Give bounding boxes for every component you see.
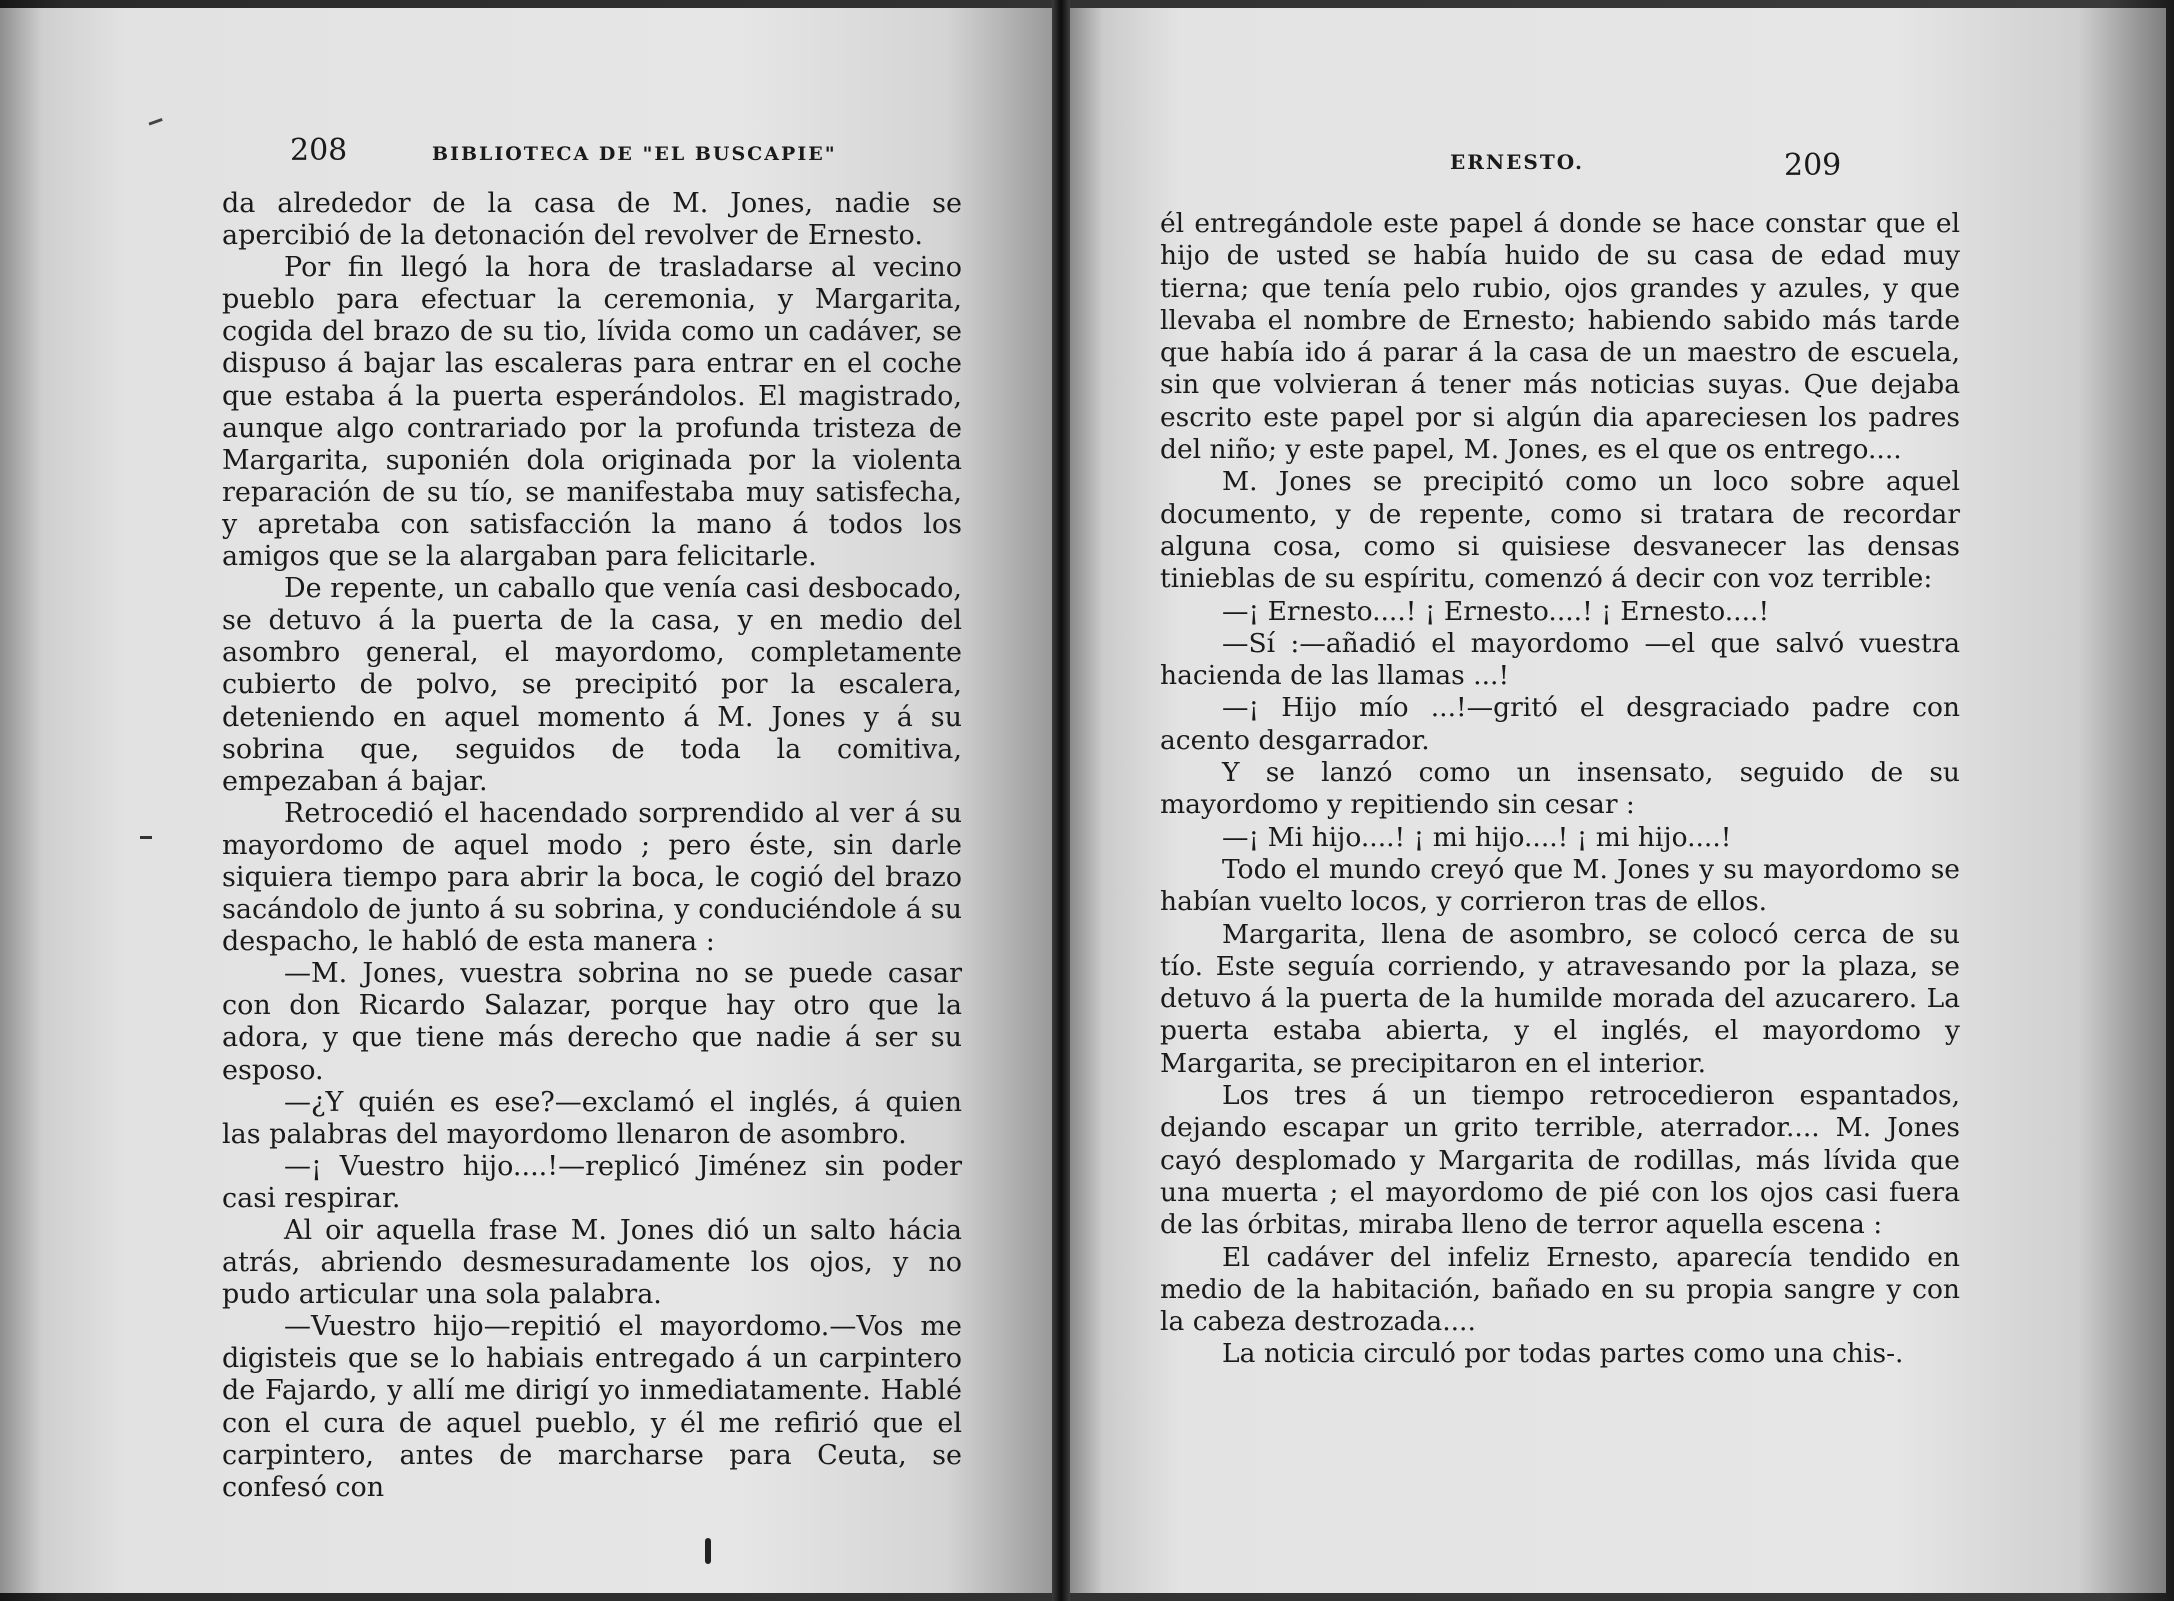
right-page (1070, 8, 2166, 1593)
paragraph: —¡ Hijo mío ...!—gritó el desgraciado padre con acento desgarrador. (1160, 692, 1960, 756)
paragraph: De repente, un caballo que venía casi desbocado, se detuvo á la puerta de la casa, y en medio del asombro general, el mayordomo, completamente cubierto de polvo, se precipitó por la escalera, deteniendo en aquel momento á M. Jones y á su sobrina que, seguidos de toda la comitiva, empezaban á bajar. (222, 573, 962, 797)
page-number-left: 208 (290, 133, 348, 168)
paragraph: —M. Jones, vuestra sobrina no se puede casar con don Ricardo Salazar, porque hay otro que la adora, y que tiene más derecho que nadie á ser su esposo. (222, 958, 962, 1086)
paragraph: —¡ Ernesto....! ¡ Ernesto....! ¡ Ernesto....! (1222, 595, 1770, 627)
paragraph: —¡ Mi hijo....! ¡ mi hijo....! ¡ mi hijo....! (1222, 821, 1732, 853)
running-head-right: ERNESTO. (1450, 150, 1584, 174)
right-page-body (1160, 208, 1960, 1371)
paragraph: él entregándole este papel á donde se hace constar que el hijo de usted se había huido de su casa de edad muy tierna; que tenía pelo rubio, ojos grandes y azules, y que llevaba el nombre de Ernesto; habiendo sabido más tarde que había ido á parar á la casa de un maestro de escuela, sin que volvieran á tener más noticias suyas. Que dejaba escrito este papel por si algún dia apareciesen los padres del niño; y este papel, M. Jones, es el que os entrego.... (1160, 208, 1960, 466)
paragraph: —Sí :—añadió el mayordomo —el que salvó vuestra hacienda de las llamas ...! (1160, 627, 1960, 692)
paragraph: da alrededor de la casa de M. Jones, nadie se apercibió de la detonación del revolver de Ernesto. (222, 188, 962, 252)
paragraph: —¡ Vuestro hijo....!—replicó Jiménez sin poder casi respirar. (222, 1150, 962, 1214)
paragraph: Al oir aquella frase M. Jones dió un salto hácia atrás, abriendo desmesuradamente los ojos, y no pudo articular una sola palabra. (222, 1215, 962, 1311)
paragraph: Todo el mundo creyó que M. Jones y su mayordomo se habían vuelto locos, y corrieron tras de ellos. (1160, 853, 1960, 918)
running-head-left: BIBLIOTECA DE "EL BUSCAPIE" (432, 143, 837, 165)
paragraph: La noticia circuló por todas partes como una chis-. (1222, 1338, 1904, 1370)
page-number-right: 209 (1784, 148, 1842, 183)
paragraph: Por fin llegó la hora de trasladarse al vecino pueblo para efectuar la ceremonia, y Margarita, cogida del brazo de su tio, lívida como un cadáver, se dispuso á bajar las escaleras para entrar en el coche que estaba á la puerta esperándolos. El magistrado, aunque algo contrariado por la profunda tristeza de Margarita, suponién dola originada por la violenta reparación de su tío, se manifestaba muy satisfecha, y apretaba con satisfacción la mano á todos los amigos que se la alargaban para felicitarle. (222, 252, 962, 573)
paragraph: El cadáver del infeliz Ernesto, aparecía tendido en medio de la habitación, bañado en su propia sangre y con la cabeza destrozada.... (1160, 1241, 1960, 1338)
paragraph: —¿Y quién es ese?—exclamó el inglés, á quien las palabras del mayordomo llenaron de asombro. (222, 1086, 962, 1150)
left-page-body (222, 188, 962, 1504)
paragraph: Retrocedió el hacendado sorprendido al ver á su mayordomo de aquel modo ; pero éste, sin darle siquiera tiempo para abrir la boca, le cogió del brazo sacándolo de junto á su sobrina, y conduciéndole á su despacho, le habló de esta manera : (222, 797, 962, 958)
scan-mark (149, 118, 166, 133)
paragraph: Los tres á un tiempo retrocedieron espantados, dejando escapar un grito terrible, aterrador.... M. Jones cayó desplomado y Margarita de rodillas, más lívida que una muerta ; el mayordomo de pié con los ojos casi fuera de las órbitas, miraba lleno de terror aquella escena : (1160, 1080, 1960, 1241)
left-page (0, 8, 1052, 1593)
paragraph: —Vuestro hijo—repitió el mayordomo.—Vos me digisteis que se lo habiais entregado á un carpintero de Fajardo, y allí me dirigí yo inmediatamente. Hablé con el cura de aquel pueblo, y él me refirió que el carpintero, antes de marcharse para Ceuta, se confesó con (222, 1311, 962, 1503)
paragraph: Margarita, llena de asombro, se colocó cerca de su tío. Este seguía corriendo, y atravesando por la plaza, se detuvo á la puerta de la humilde morada del azucarero. La puerta estaba abierta, y el inglés, el mayordomo y Margarita, se precipitaron en el interior. (1160, 918, 1960, 1079)
scan-artifact (705, 1538, 711, 1564)
paragraph: Y se lanzó como un insensato, seguido de su mayordomo y repitiendo sin cesar : (1160, 757, 1960, 821)
book-gutter (1052, 0, 1070, 1601)
paragraph: M. Jones se precipitó como un loco sobre aquel documento, y de repente, como si tratara de recordar alguna cosa, como si quisiese desvanecer las densas tinieblas de su espíritu, comenzó á decir con voz terrible: (1160, 466, 1960, 595)
margin-mark (140, 836, 152, 839)
